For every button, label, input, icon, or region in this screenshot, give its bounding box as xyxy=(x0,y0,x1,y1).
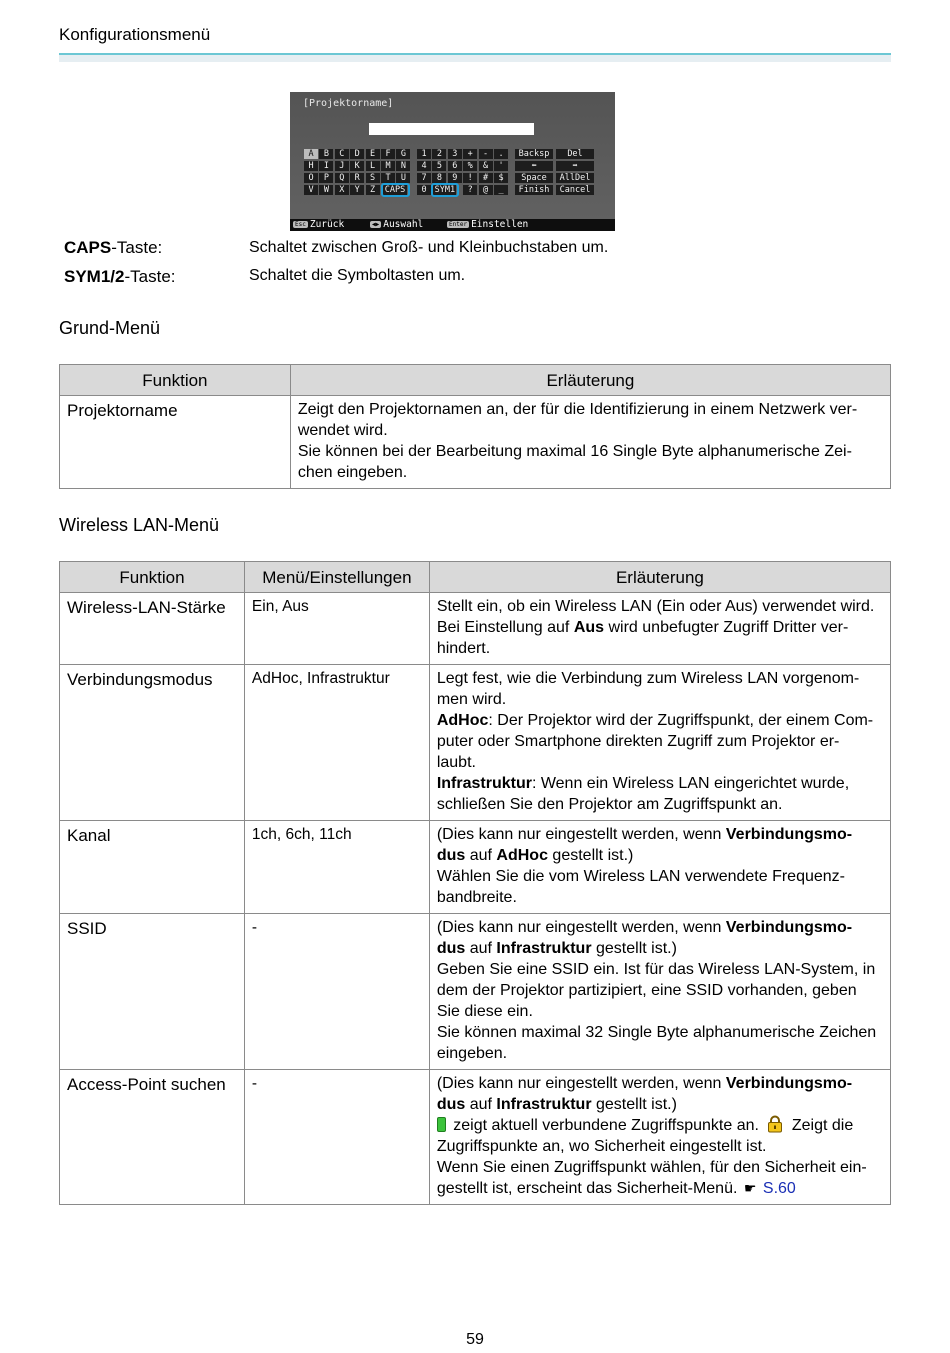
table-row xyxy=(60,821,891,914)
page-number: 59 xyxy=(466,1331,484,1348)
osd-key: ? xyxy=(463,185,477,195)
row-funktion: Access-Point suchen xyxy=(60,1070,245,1205)
osd-key: E xyxy=(366,149,380,159)
osd-key: S xyxy=(366,173,380,183)
page-reference-link[interactable]: S.60 xyxy=(762,1180,796,1197)
header-erlaeuterung: Erläuterung xyxy=(290,365,890,396)
row-menue: 1ch, 6ch, 11ch xyxy=(244,821,429,914)
osd-key: N xyxy=(396,161,410,171)
osd-function-key: Backsp xyxy=(515,149,553,159)
osd-key: Q xyxy=(335,173,349,183)
osd-function-key: ⬅ xyxy=(515,161,553,171)
osd-key: U xyxy=(396,173,410,183)
osd-key: + xyxy=(463,149,477,159)
header-funktion: Funktion xyxy=(60,562,245,593)
osd-function-key: Del xyxy=(556,149,594,159)
green-bar-icon xyxy=(437,1117,446,1132)
osd-key: Y xyxy=(350,185,364,195)
esc-key-icon: Esc xyxy=(295,221,306,228)
osd-key: J xyxy=(335,161,349,171)
osd-keyboard-screenshot xyxy=(290,92,615,231)
osd-key: G xyxy=(396,149,410,159)
osd-footer xyxy=(290,219,615,231)
osd-sym1-key: SYM1 xyxy=(434,185,456,195)
osd-key: 8 xyxy=(432,173,446,183)
osd-key: 2 xyxy=(432,149,446,159)
caps-term: CAPS-Taste: xyxy=(64,238,163,257)
row-funktion: Verbindungsmodus xyxy=(60,665,245,821)
osd-key: O xyxy=(304,173,318,183)
osd-key: M xyxy=(381,161,395,171)
osd-key: B xyxy=(319,149,333,159)
osd-highlight-ring xyxy=(431,183,459,197)
table-row xyxy=(60,914,891,1070)
wlan-table xyxy=(59,561,891,1205)
osd-key: A xyxy=(304,149,318,159)
grund-table xyxy=(59,364,891,489)
osd-key: P xyxy=(319,173,333,183)
osd-key: I xyxy=(319,161,333,171)
osd-highlight-ring xyxy=(381,183,410,197)
osd-key: K xyxy=(350,161,364,171)
row-erlaeuterung: (Dies kann nur eingestellt werden, wenn Verbindungsmo- dus auf AdHoc gestellt ist.) Wählen Sie die vom Wireless LAN verwendete Frequenz- bandbreite. xyxy=(429,821,890,914)
osd-key: V xyxy=(304,185,318,195)
osd-key: 4 xyxy=(417,161,431,171)
osd-key: L xyxy=(366,161,380,171)
osd-key: 7 xyxy=(417,173,431,183)
osd-function-key: Finish xyxy=(515,185,553,195)
table-row xyxy=(60,396,891,489)
osd-title: [Projektorname] xyxy=(303,98,394,109)
osd-key: - xyxy=(479,149,493,159)
osd-key: F xyxy=(381,149,395,159)
osd-function-key: AllDel xyxy=(556,173,594,183)
osd-key: & xyxy=(479,161,493,171)
osd-key: T xyxy=(381,173,395,183)
table-header-row xyxy=(60,562,891,593)
enter-key-icon: Enter xyxy=(449,221,468,228)
row-funktion: Wireless-LAN-Stärke xyxy=(60,593,245,665)
osd-key: $ xyxy=(494,173,508,183)
table-row xyxy=(60,593,891,665)
osd-key: C xyxy=(335,149,349,159)
osd-key: Z xyxy=(366,185,380,195)
osd-panel xyxy=(290,92,615,219)
row-erlaeuterung: (Dies kann nur eingestellt werden, wenn Verbindungsmo- dus auf Infrastruktur gestellt ist.) zeigt aktuell verbundene Zugriffspunkte an. Zeigt die Zugriffspunkte an, wo Sicherheit eingestellt ist. Wenn Sie einen Zugriffspunkt wählen, für den Sicherheit ein- gestellt ist, erscheint das Sicherheit-Menü. ☛ S.60 xyxy=(429,1070,890,1205)
osd-key: 6 xyxy=(448,161,462,171)
row-funktion: SSID xyxy=(60,914,245,1070)
row-erlaeuterung: Stellt ein, ob ein Wireless LAN (Ein oder Aus) verwendet wird. Bei Einstellung auf Aus wird unbefugter Zugriff Dritter ver- hindert. xyxy=(429,593,890,665)
osd-key: W xyxy=(319,185,333,195)
osd-footer-set: Enter Einstellen xyxy=(449,219,529,230)
table-header-row xyxy=(60,365,891,396)
osd-footer-back: Esc Zurück xyxy=(295,219,345,230)
sym-term: SYM1/2-Taste: xyxy=(64,267,176,286)
osd-key: 3 xyxy=(448,149,462,159)
row-menue: - xyxy=(244,914,429,1070)
osd-function-key: ➡ xyxy=(556,161,594,171)
row-menue: AdHoc, Infrastruktur xyxy=(244,665,429,821)
header-menue: Menü/Einstellungen xyxy=(244,562,429,593)
osd-function-key: Cancel xyxy=(556,185,594,195)
padlock-icon xyxy=(766,1115,784,1133)
osd-footer-select: ◀▶ Auswahl xyxy=(372,219,424,230)
arrow-keys-icon: ◀▶ xyxy=(372,221,380,228)
table-row xyxy=(60,1070,891,1205)
osd-key: 9 xyxy=(448,173,462,183)
sym-description: Schaltet die Symboltasten um. xyxy=(249,267,466,284)
header-title: Konfigurationsmenü xyxy=(59,25,211,44)
osd-key: H xyxy=(304,161,318,171)
osd-key: X xyxy=(335,185,349,195)
osd-key: @ xyxy=(479,185,493,195)
header-erlaeuterung: Erläuterung xyxy=(429,562,890,593)
row-menue: Ein, Aus xyxy=(244,593,429,665)
osd-key: _ xyxy=(494,185,508,195)
row-erlaeuterung: (Dies kann nur eingestellt werden, wenn Verbindungsmo- dus auf Infrastruktur gestellt ist.) Geben Sie eine SSID ein. Ist für das Wireless LAN-System, in dem der Projektor partizipiert, eine SSID vorhanden, geben Sie diese ein. Sie können maximal 32 Single Byte alphanumerische Zeichen eingeben. xyxy=(429,914,890,1070)
header-funktion: Funktion xyxy=(60,365,291,396)
osd-key: % xyxy=(463,161,477,171)
osd-key: D xyxy=(350,149,364,159)
caps-description: Schaltet zwischen Groß- und Kleinbuchstaben um. xyxy=(249,239,609,256)
table-row xyxy=(60,665,891,821)
grund-section-title: Grund-Menü xyxy=(59,318,161,338)
row-erlaeuterung: Zeigt den Projektornamen an, der für die Identifizierung in einem Netzwerk ver- wendet wird. Sie können bei der Bearbeitung maximal 16 Single Byte alphanumerische Zei- chen eingeben. xyxy=(290,396,890,489)
osd-key: # xyxy=(479,173,493,183)
osd-key: ' xyxy=(494,161,508,171)
wlan-section-title: Wireless LAN-Menü xyxy=(59,515,220,535)
osd-key: 0 xyxy=(417,185,431,195)
osd-key: . xyxy=(494,149,508,159)
osd-caps-key: CAPS xyxy=(384,185,406,195)
header-rule xyxy=(59,53,891,62)
row-funktion: Projektorname xyxy=(60,396,291,489)
row-funktion: Kanal xyxy=(60,821,245,914)
row-erlaeuterung: Legt fest, wie die Verbindung zum Wireless LAN vorgenom- men wird. AdHoc: Der Projektor wird der Zugriffspunkt, der einem Com- puter oder Smartphone direkten Zugriff zum Projektor er- laubt. Infrastruktur: Wenn ein Wireless LAN eingerichtet wurde, schließen Sie den Projektor am Zugriffspunkt an. xyxy=(429,665,890,821)
pointing-hand-icon: ☛ xyxy=(743,1180,757,1196)
osd-function-key: Space xyxy=(515,173,553,183)
osd-key: R xyxy=(350,173,364,183)
osd-name-field xyxy=(369,123,534,135)
row-menue: - xyxy=(244,1070,429,1205)
osd-key: 1 xyxy=(417,149,431,159)
osd-key: ! xyxy=(463,173,477,183)
osd-key: 5 xyxy=(432,161,446,171)
